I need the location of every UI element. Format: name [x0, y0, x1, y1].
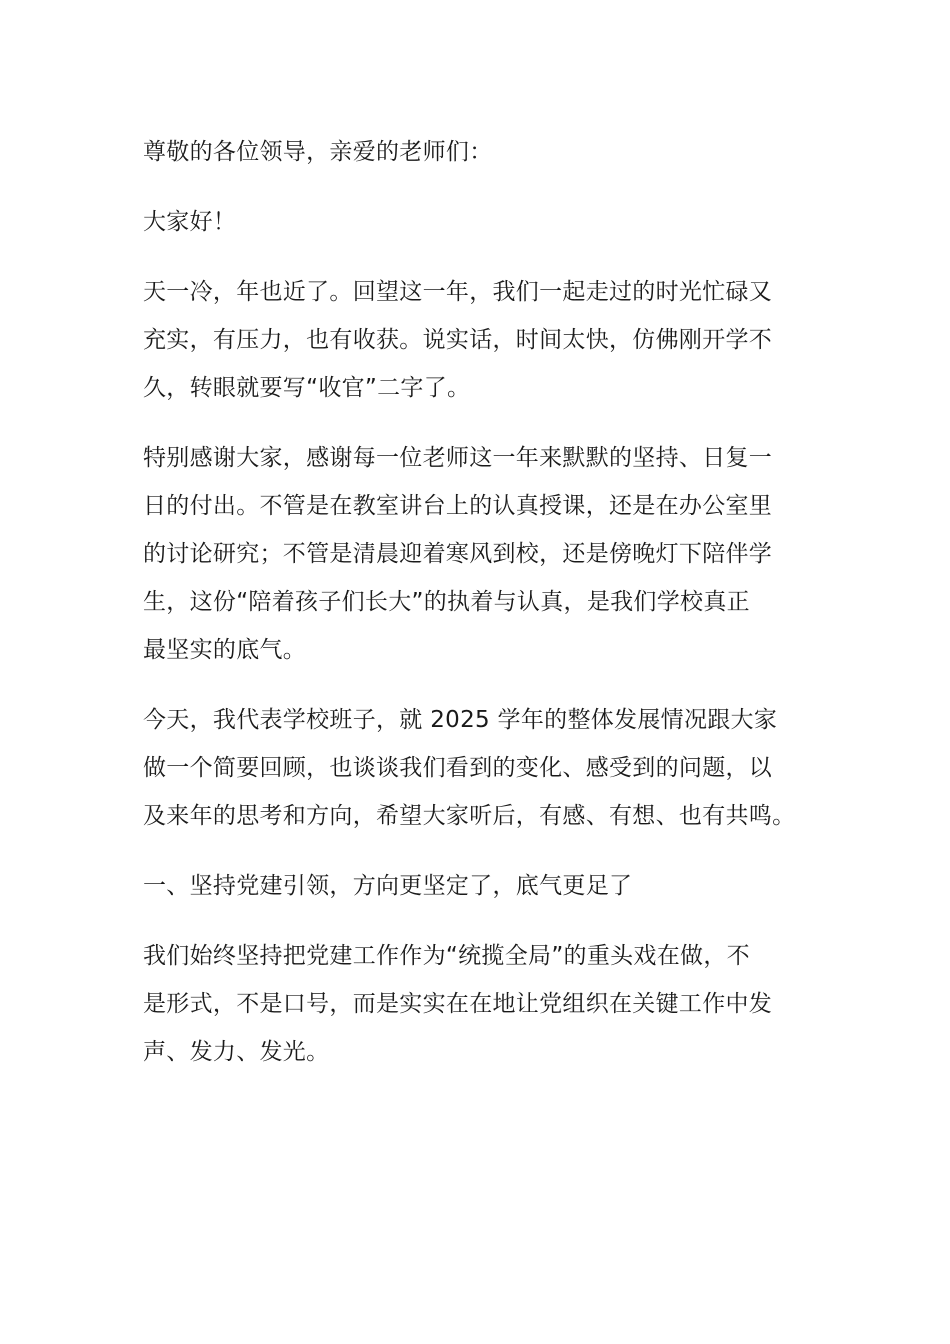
salutation-text: 大家好！: [143, 209, 237, 235]
paragraph-intro: [143, 268, 808, 412]
paragraph-line: 声、发力、发光。: [143, 1039, 330, 1065]
paragraph-line: 我们始终坚持把党建工作作为“统揽全局”的重头戏在做，不: [143, 943, 750, 969]
paragraph-line: 做一个简要回顾，也谈谈我们看到的变化、感受到的问题，以: [143, 755, 773, 781]
paragraph-line: 最坚实的底气。: [143, 637, 307, 663]
paragraph-line: 及来年的思考和方向，希望大家听后，有感、有想、也有共鸣。: [143, 803, 796, 829]
salutation: [143, 198, 808, 246]
paragraph-line: 今天，我代表学校班子，就 2025 学年的整体发展情况跟大家: [143, 707, 778, 733]
paragraph-line: 的讨论研究；不管是清晨迎着寒风到校，还是傍晚灯下陪伴学: [143, 541, 773, 567]
paragraph-line: 特别感谢大家，感谢每一位老师这一年来默默的坚持、日复一: [143, 445, 773, 471]
paragraph-review: [143, 696, 808, 840]
section-heading: [143, 862, 808, 910]
paragraph-thanks: [143, 434, 808, 674]
document-body: [143, 128, 808, 1098]
greeting-text: 尊敬的各位领导，亲爱的老师们：: [143, 139, 493, 165]
section-paragraph: [143, 932, 808, 1076]
paragraph-line: 天一冷，年也近了。回望这一年，我们一起走过的时光忙碌又: [143, 279, 773, 305]
paragraph-line: 充实，有压力，也有收获。说实话，时间太快，仿佛刚开学不: [143, 327, 773, 353]
paragraph-line: 是形式，不是口号，而是实实在在地让党组织在关键工作中发: [143, 991, 773, 1017]
section-heading-text: 一、坚持党建引领，方向更坚定了，底气更足了: [143, 873, 633, 899]
paragraph-line: 日的付出。不管是在教室讲台上的认真授课，还是在办公室里: [143, 493, 773, 519]
paragraph-line: 生，这份“陪着孩子们长大”的执着与认真，是我们学校真正: [143, 589, 750, 615]
greeting: [143, 128, 808, 176]
paragraph-line: 久，转眼就要写“收官”二字了。: [143, 375, 471, 401]
